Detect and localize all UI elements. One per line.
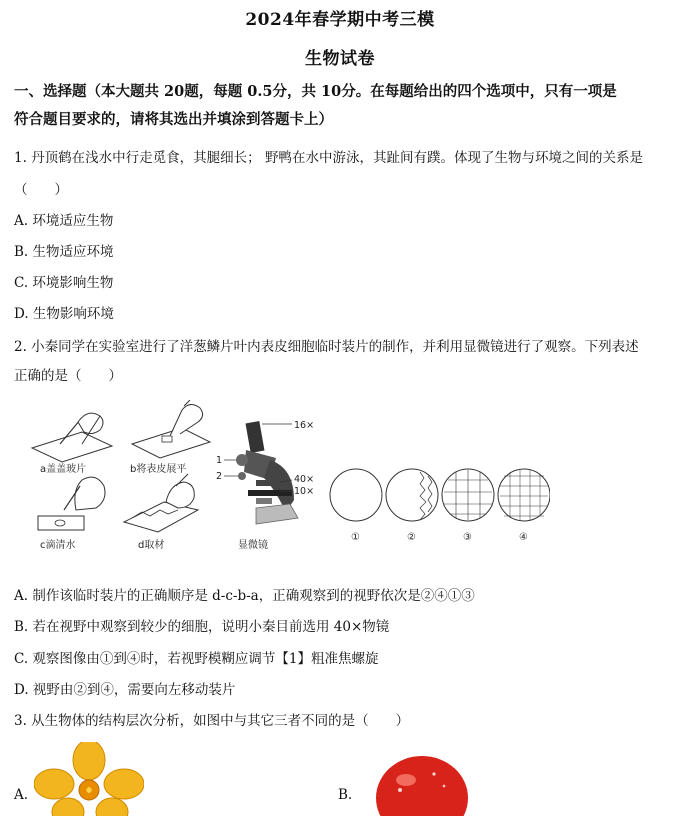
objective-low-label: 10×	[294, 486, 315, 497]
part-2-label: 2	[216, 471, 223, 482]
q1-option-b[interactable]: B. 生物适应环境	[14, 244, 114, 260]
q1-option-a[interactable]: A. 环境适应生物	[14, 213, 114, 229]
exam-title: 2024年春学期中考三模	[245, 10, 435, 30]
step-c-illustration	[38, 477, 105, 551]
exam-subtitle: 生物试卷	[305, 49, 375, 69]
q1-stem-line1: 1. 丹顶鹤在浅水中行走觅食，其腿细长； 野鸭在水中游泳，其趾间有蹼。体现了生物与环境之间的关系是	[14, 150, 643, 166]
step-d-illustration	[124, 474, 198, 551]
section-heading	[14, 78, 670, 134]
view-3-label: ③	[463, 532, 472, 543]
step-d-label: d取材	[138, 540, 165, 551]
section-heading-line1: 一、选择题（本大题共 20题，每题 0.5分，共 10分。在每题给出的四个选项中，只有一项是	[14, 83, 617, 100]
view-1-label: ①	[351, 532, 360, 543]
q2-option-a[interactable]: A. 制作该临时装片的正确顺序是 d-c-b-a，正确观察到的视野依次是②④①③	[14, 588, 475, 604]
view-2	[386, 469, 438, 543]
cucumber-flower-icon	[34, 742, 144, 816]
eyepiece-label: 16×	[294, 420, 315, 431]
q1-option-d[interactable]: D. 生物影响环境	[14, 306, 114, 322]
step-b-label: b将表皮展平	[130, 464, 187, 475]
step-b-illustration	[130, 400, 210, 475]
view-2-label: ②	[407, 532, 416, 543]
q2-figure	[20, 400, 550, 560]
view-4-label: ④	[519, 532, 528, 543]
view-3	[442, 469, 494, 543]
step-c-label: c滴清水	[40, 540, 76, 551]
q2-stem-line1: 2. 小秦同学在实验室进行了洋葱鳞片叶内表皮细胞临时装片的制作，并利用显微镜进行了观察。下列表述	[14, 339, 639, 355]
q2-option-b[interactable]: B. 若在视野中观察到较少的细胞，说明小秦目前选用 40×物镜	[14, 619, 390, 635]
q3-option-a[interactable]: A.	[14, 787, 29, 803]
objective-high-label: 40×	[294, 474, 315, 485]
q1-stem-line2: （ ）	[14, 182, 68, 198]
q3-option-b[interactable]: B.	[338, 787, 353, 803]
section-heading-line2: 符合题目要求的，请将其选出并填涂到答题卡上）	[14, 111, 333, 128]
q1-option-c[interactable]: C. 环境影响生物	[14, 275, 114, 291]
step-a-illustration	[32, 413, 112, 475]
q2-option-c[interactable]: C. 观察图像由①到④时，若视野模糊应调节【1】粗准焦螺旋	[14, 651, 379, 667]
view-4	[498, 469, 550, 543]
q2-stem-line2: 正确的是（ ）	[14, 368, 122, 384]
q3-stem: 3. 从生物体的结构层次分析，如图中与其它三者不同的是（ ）	[14, 713, 410, 729]
tomato-icon	[372, 752, 472, 816]
step-a-label: a盖盖玻片	[40, 464, 87, 475]
microscope-label: 显微镜	[238, 540, 268, 551]
view-1	[330, 469, 382, 543]
microscope-illustration	[216, 420, 314, 551]
part-1-label: 1	[216, 455, 223, 466]
q2-option-d[interactable]: D. 视野由②到④，需要向左移动装片	[14, 682, 236, 698]
